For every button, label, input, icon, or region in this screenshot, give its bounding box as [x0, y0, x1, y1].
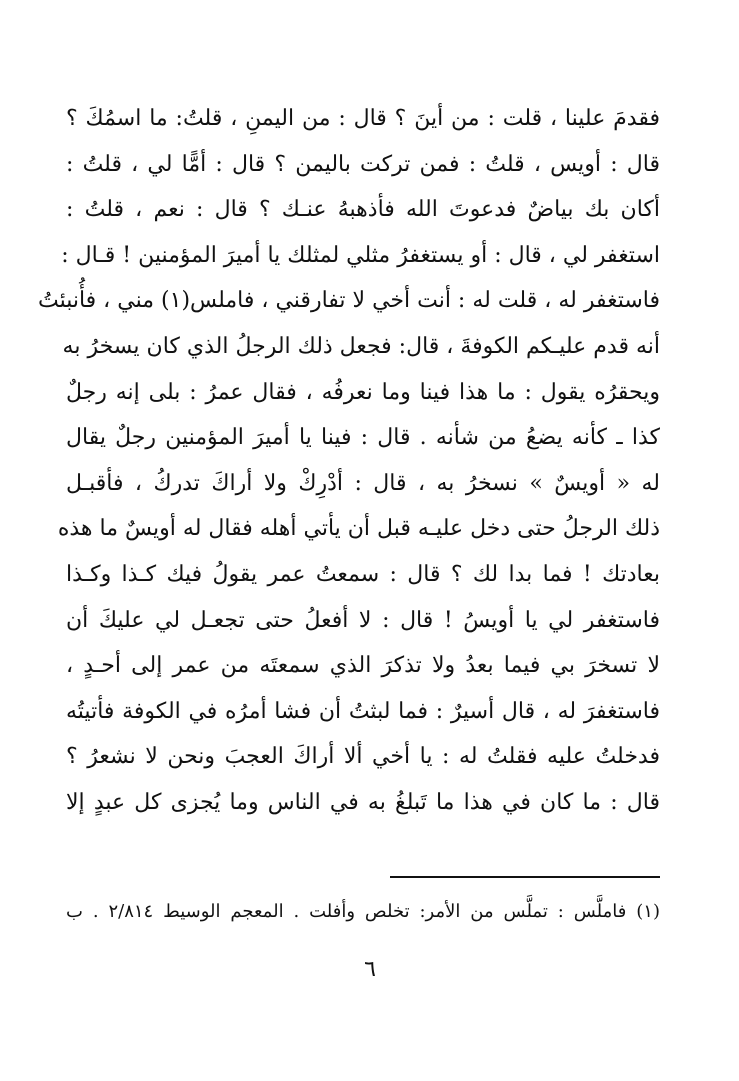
text-line: لا تسخرَ بي فيما بعدُ ولا تذكرَ الذي سمعتَه من عمر إلى أحـدٍ ،	[66, 653, 660, 679]
text-line: بعادتك ! فما بدا لك ؟ قال : سمعتُ عمر يقولُ فيك كـذا وكـذا	[66, 561, 660, 587]
text-line: ذلك الرجلُ حتى دخل عليـه قبل أن يأتي أهله فقال له أويسٌ ما هذه	[57, 516, 660, 542]
text-line: استغفر لي ، قال : أو يستغفرُ مثلي لمثلك يا أميرَ المؤمنين ! قـال :	[61, 242, 660, 268]
footnote: (١) فاملَّس : تملَّس من الأمر: تخلص وأفلت . المعجم الوسيط ٢/٨١٤ . ب	[66, 901, 660, 922]
text-line: كذا ـ كأنه يضعُ من شأنه . قال : فينا يا أميرَ المؤمنين رجلٌ يقال	[66, 425, 660, 451]
text-line: قال : ما كان في هذا ما تَبلغُ به في الناس وما يُجزى كل عبدٍ إلا	[66, 789, 660, 815]
text-line: فاستغفر لي يا أويسُ ! قال : لا أفعلُ حتى تجعـل لي عليكَ أن	[66, 607, 660, 633]
body-text	[37, 96, 660, 826]
text-line: أنه قدم عليـكم الكوفةَ ، قال: فجعل ذلك الرجلُ الذي كان يسخرُ به	[62, 333, 660, 359]
text-line: قال : أويس ، قلتُ : فمن تركت باليمن ؟ قال : أمًّا لي ، قلتُ :	[66, 151, 660, 177]
text-line: فاستغفرَ له ، قال أسيرٌ : فما لبثتُ أن فشا أمرُه في الكوفة فأتيتُه	[66, 698, 660, 724]
text-line: أكان بك بياضٌ فدعوتَ الله فأذهبهُ عنـك ؟ قال : نعم ، قلتُ :	[66, 197, 660, 223]
text-line: فدخلتُ عليه فقلتُ له : يا أخي ألا أراكَ العجبَ ونحن لا نشعرُ ؟	[66, 744, 660, 770]
text-line: فاستغفر له ، قلت له : أنت أخي لا تفارقني ، فاملس(١) مني ، فأُنبئتُ	[37, 288, 660, 314]
text-line: ويحقرُه يقول : ما هذا فينا وما نعرفُه ، فقال عمرُ : بلى إنه رجلٌ	[66, 379, 660, 405]
page-number: ٦	[364, 957, 376, 982]
text-line: له « أويسٌ » نسخرُ به ، قال : أدْرِكْ ولا أراكَ تدركُ ، فأقبـل	[66, 470, 660, 496]
footnote-separator	[390, 876, 660, 878]
text-line: فقدمَ علينا ، قلت : من أينَ ؟ قال : من اليمنِ ، قلتُ: ما اسمُكَ ؟	[66, 106, 660, 131]
